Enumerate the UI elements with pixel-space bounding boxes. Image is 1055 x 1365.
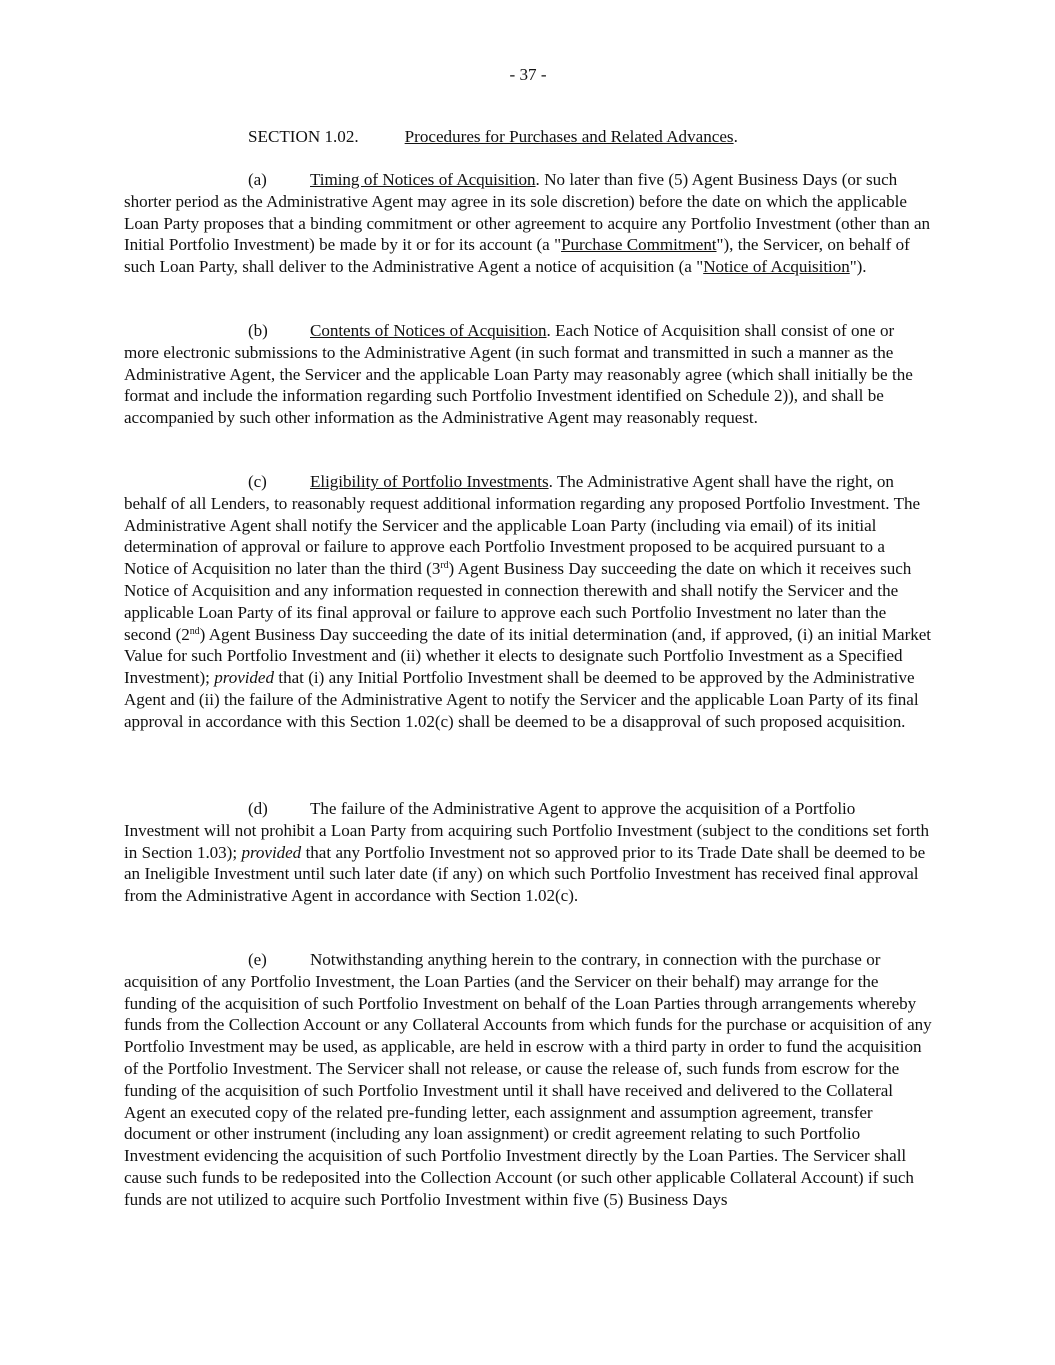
paragraph-text: that (i) any Initial Portfolio Investment shall be deemed to be approved by the Administrative Agent and (ii) the failure of the Administrative Agent to notify the Servicer and the applicable Loan Party of its final approval in accordance with this Section 1.02(c) shall be deemed to be a disapproval of such proposed acquisition. (124, 668, 919, 731)
paragraph-heading: Contents of Notices of Acquisition (310, 321, 547, 340)
paragraph-label: (a) (248, 170, 267, 189)
paragraph-b (124, 320, 932, 429)
paragraph-text: . The Administrative Agent shall have the right, on behalf of all Lenders, to reasonably request additional information regarding any proposed Portfolio Investment. The Administrative Agent shall notify the Servicer and the applicable Loan Party (including via email) of its initial determination of approval or failure to approve each Portfolio Investment proposed to be acquired pursuant to a Notice of Acquisition no later than the third (3 (124, 472, 921, 579)
paragraph-label: (e) (248, 950, 267, 969)
paragraph-a (124, 169, 932, 278)
ordinal-suffix: nd (189, 625, 200, 637)
page-number: - 37 - (509, 65, 547, 84)
ordinal-suffix: rd (440, 560, 449, 572)
paragraph-text: Notwithstanding anything herein to the contrary, in connection with the purchase or acquisition of any Portfolio Investment, the Loan Parties (and the Servicer on their behalf) may arrange for the funding of the acquisition of such Portfolio Investment on behalf of the Loan Parties through arrangements whereby funds from the Collection Account or any Collateral Accounts from which funds for the purchase or acquisition of any Portfolio Investment may be used, as applicable, are held in escrow with a third party in order to fund the acquisition of the Portfolio Investment. The Servicer shall not release, or cause the release of, such funds from escrow for the funding of the acquisition of such Portfolio Investment until it shall have received and delivered to the Collateral Agent an executed copy of the related pre-funding letter, each assignment and assumption agreement, transfer document or other instrument (including any loan assignment) or credit agreement relating to such Portfolio Investment evidencing the acquisition of such Portfolio Investment directly by the Loan Parties. The Servicer shall cause such funds to be redeposited into the Collection Account (or such other applicable Collateral Account) if such funds are not utilized to acquire such Portfolio Investment within five (5) Business Days (124, 950, 932, 1209)
paragraph-text: . Each Notice of Acquisition shall consist of one or more electronic submissions to the Administrative Agent (in such format and transmitted in such a manner as the Administrative Agent, the Servicer and the applicable Loan Party may reasonably agree (which shall initially be the format and include the information regarding such Portfolio Investment identified on Schedule 2)), and shall be accompanied by such other information as the Administrative Agent may reasonably request. (124, 321, 913, 428)
paragraph-d (124, 798, 932, 907)
paragraph-e (124, 949, 932, 1211)
paragraph-text: The failure of the Administrative Agent to approve the acquisition of a Portfolio Investment will not prohibit a Loan Party from acquiring such Portfolio Investment (subject to the conditions set forth in Section 1.03); (124, 799, 929, 862)
section-heading (248, 126, 738, 148)
paragraph-text: ) Agent Business Day succeeding the date on which it receives such Notice of Acquisition and any information requested in connection therewith and shall notify the Servicer and the applicable Loan Party of its final approval or failure to approve each such Portfolio Investment no later than the second (2 (124, 559, 912, 644)
paragraph-label: (c) (248, 472, 267, 491)
paragraph-c (124, 471, 932, 733)
paragraph-text: ) Agent Business Day succeeding the date of its initial determination (and, if approved, (i) an initial Market Value for such Portfolio Investment and (ii) whether it elects to designate such Portfolio Investment as a Specified Investment); (124, 624, 931, 688)
paragraph-label: (d) (248, 799, 268, 818)
defined-term: Purchase Commitment (561, 235, 717, 255)
paragraph-text: that any Portfolio Investment not so approved prior to its Trade Date shall be deemed to be an Ineligible Investment until such later date (if any) on which such Portfolio Investment has received final approval from the Administrative Agent in accordance with Section 1.02(c). (124, 842, 926, 906)
provided-term: provided (241, 842, 302, 862)
defined-term: Notice of Acquisition (703, 257, 850, 277)
section-title-period: . (733, 127, 738, 146)
paragraph-text: . No later than five (5) Agent Business Days (or such shorter period as the Administrative Agent may agree in its sole discretion) before the date on which the applicable Loan Party proposes that a binding commitment or other agreement to acquire any Portfolio Investment (other than an Initial Portfolio Investment) be made by it or for its account (a " (124, 170, 931, 255)
paragraph-heading: Eligibility of Portfolio Investments (310, 472, 549, 491)
paragraph-text: "), the Servicer, on behalf of such Loan Party, shall deliver to the Administrative Agent a notice of acquisition (a " (124, 235, 910, 277)
paragraph-label: (b) (248, 321, 268, 340)
section-number: SECTION 1.02. (248, 127, 359, 146)
paragraph-text: "). (849, 257, 867, 277)
provided-term: provided (214, 668, 274, 688)
section-title: Procedures for Purchases and Related Advances (404, 127, 734, 146)
paragraph-heading: Timing of Notices of Acquisition (310, 170, 536, 189)
